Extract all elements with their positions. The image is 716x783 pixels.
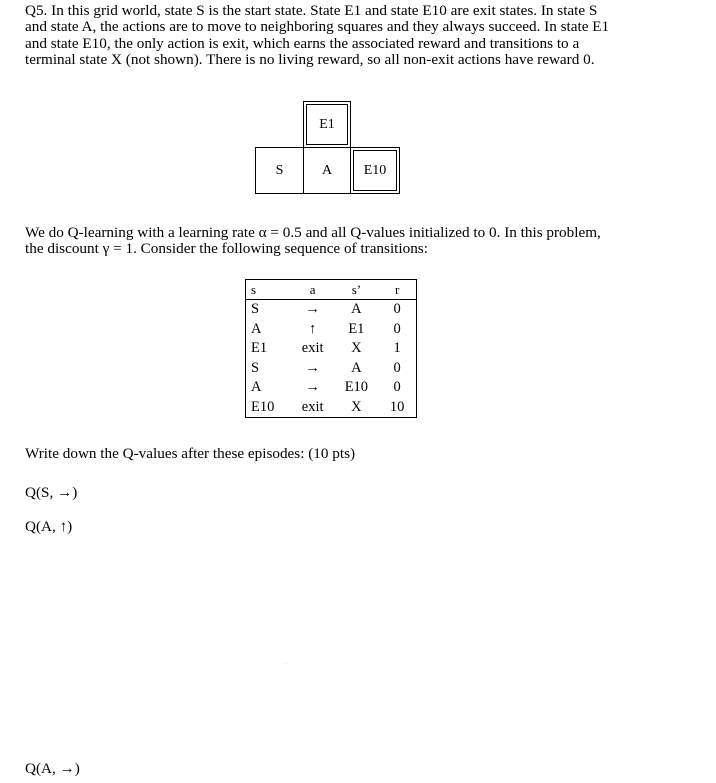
table-row <box>246 339 417 359</box>
grid-cell-e10 <box>350 147 400 194</box>
table-header-row <box>246 280 417 300</box>
qlearning-line: the discount γ = 1. Consider the following sequence of transitions: <box>25 240 428 258</box>
cell-s-prime: E10 <box>344 379 369 395</box>
cell-s-prime: A <box>351 301 362 317</box>
transition-table <box>245 279 417 418</box>
grid-cell-label: A <box>321 162 333 178</box>
cell-r: 1 <box>393 340 401 356</box>
cell-r: 0 <box>393 320 401 337</box>
question-q-s-right: Q(S, →) <box>25 484 78 501</box>
table-row <box>246 300 417 320</box>
cell-a: → <box>305 359 320 376</box>
header-s: s <box>251 282 257 297</box>
qlearning-line: We do Q-learning with a learning rate α = 0.5 and all Q-values initialized to 0. In this problem, <box>25 224 601 241</box>
cell-s: S <box>251 301 260 317</box>
cell-s-prime: E1 <box>348 320 365 337</box>
grid-cell-label: S <box>275 162 284 178</box>
table-row <box>246 359 417 379</box>
header-a: a <box>309 282 316 297</box>
cell-r: 0 <box>393 359 401 376</box>
cell-a: exit <box>301 340 324 356</box>
grid-cell-a <box>303 147 351 194</box>
table-row <box>246 320 417 340</box>
cell-s-prime: A <box>351 359 362 376</box>
intro-line: and state A, the actions are to move to neighboring squares and they always succeed. In state E1 <box>25 18 610 36</box>
cell-r: 10 <box>389 398 405 415</box>
cell-a: exit <box>301 398 324 415</box>
question-q-a-right: Q(A, →) <box>25 760 80 777</box>
qlearning-description <box>25 225 705 258</box>
intro-line: terminal state X (not shown). There is no living reward, so all non-exit actions have reward 0. <box>25 51 595 69</box>
grid-cell-e1 <box>303 101 351 148</box>
header-s-prime: s’ <box>351 282 362 297</box>
cell-s: S <box>251 359 260 376</box>
cell-a: ↑ <box>309 320 317 337</box>
cell-s: A <box>251 320 262 337</box>
cell-s-prime: X <box>351 398 362 415</box>
intro-line: and state E10, the only action is exit, which earns the associated reward and transitions to a <box>25 34 580 52</box>
cell-r: 0 <box>393 379 401 395</box>
problem-intro <box>25 3 705 69</box>
grid-cell-label: E10 <box>363 162 387 178</box>
cell-s: E1 <box>251 340 268 356</box>
grid-cell-label: E1 <box>319 116 335 132</box>
task-instruction: Write down the Q-values after these episodes: (10 pts) <box>25 445 356 462</box>
header-r: r <box>394 282 400 297</box>
stray-dot <box>286 663 287 664</box>
cell-a: → <box>305 301 320 317</box>
question-q-a-up: Q(A, ↑) <box>25 518 73 535</box>
table-row <box>246 378 417 398</box>
cell-s-prime: X <box>351 340 362 356</box>
cell-a: → <box>305 379 320 395</box>
cell-s: A <box>251 379 262 395</box>
cell-r: 0 <box>393 301 401 317</box>
grid-cell-s <box>255 147 304 194</box>
intro-line: Q5. In this grid world, state S is the start state. State E1 and state E10 are exit states. In state S <box>25 2 598 19</box>
table-row <box>246 398 417 418</box>
cell-s: E10 <box>251 398 275 415</box>
